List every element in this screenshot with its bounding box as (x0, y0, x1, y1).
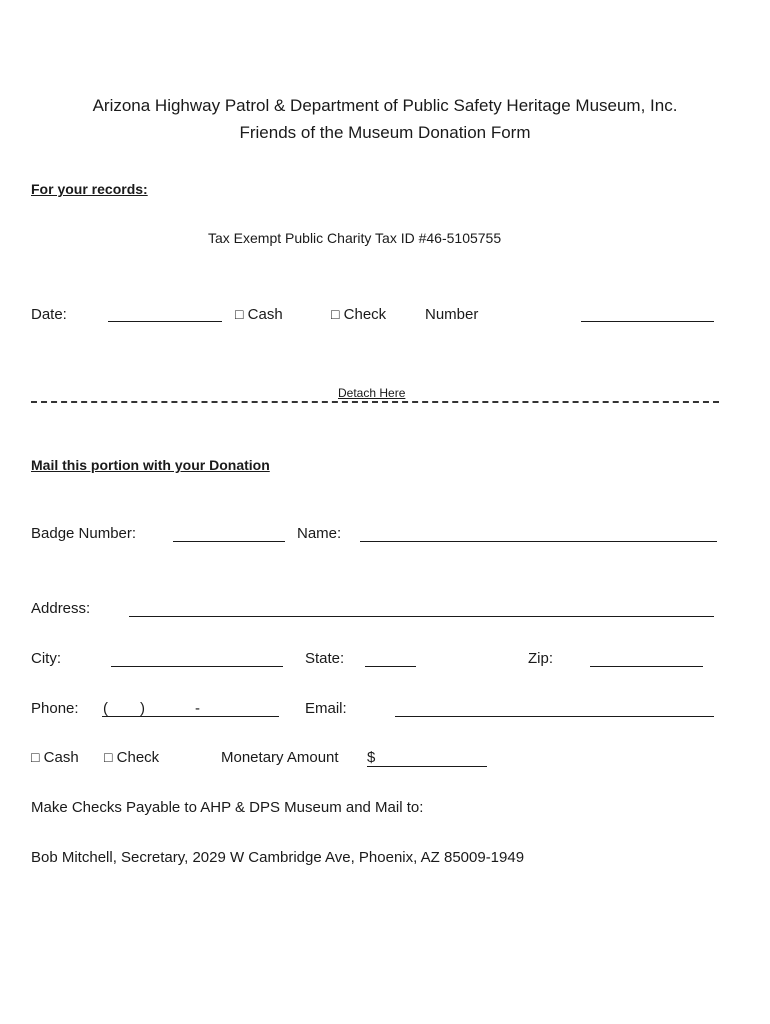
dollar-sign: $ (367, 749, 376, 766)
records-check-label: Check (343, 306, 387, 323)
state-field[interactable] (365, 666, 416, 667)
detach-line (31, 401, 719, 403)
badge-number-field[interactable] (173, 541, 285, 542)
checkbox-icon[interactable]: □ (31, 749, 40, 765)
records-cash-label: Cash (247, 306, 283, 323)
records-heading: For your records: (31, 181, 148, 197)
donation-check-option[interactable] (104, 749, 159, 766)
badge-label: Badge Number: (31, 525, 137, 542)
address-field[interactable] (129, 616, 714, 617)
amount-field[interactable] (367, 766, 487, 767)
name-field[interactable] (360, 541, 717, 542)
records-check-option[interactable] (331, 306, 386, 323)
phone-field[interactable] (102, 716, 279, 717)
city-field[interactable] (111, 666, 283, 667)
checkbox-icon[interactable]: □ (235, 306, 244, 322)
zip-field[interactable] (590, 666, 703, 667)
email-field[interactable] (395, 716, 714, 717)
records-date-field[interactable] (108, 321, 222, 322)
zip-label: Zip: (528, 650, 554, 667)
phone-dash: - (195, 700, 200, 717)
mail-address: Bob Mitchell, Secretary, 2029 W Cambridge Ave, Phoenix, AZ 85009-1949 (31, 849, 525, 866)
phone-label: Phone: (31, 700, 79, 717)
records-number-label: Number (425, 306, 479, 323)
state-label: State: (305, 650, 345, 667)
donation-heading: Mail this portion with your Donation (31, 457, 270, 473)
donation-check-label: Check (116, 749, 160, 766)
records-date-label: Date: (31, 306, 67, 323)
form-title: Arizona Highway Patrol & Department of Public Safety Heritage Museum, Inc. (92, 96, 678, 115)
records-cash-option[interactable] (235, 306, 283, 323)
checkbox-icon[interactable]: □ (104, 749, 113, 765)
donation-cash-option[interactable] (31, 749, 79, 766)
payable-text: Make Checks Payable to AHP & DPS Museum and Mail to: (31, 799, 424, 816)
form-subtitle: Friends of the Museum Donation Form (239, 123, 531, 142)
phone-close-paren: ) (140, 700, 145, 717)
amount-label: Monetary Amount (221, 749, 339, 766)
name-label: Name: (297, 525, 342, 542)
phone-open-paren: ( (103, 700, 108, 717)
email-label: Email: (305, 700, 347, 717)
address-label: Address: (31, 600, 91, 617)
tax-id-text: Tax Exempt Public Charity Tax ID #46-5105755 (208, 230, 502, 246)
checkbox-icon[interactable]: □ (331, 306, 340, 322)
records-number-field[interactable] (581, 321, 714, 322)
city-label: City: (31, 650, 61, 667)
donation-cash-label: Cash (43, 749, 79, 766)
detach-label: Detach Here (338, 386, 406, 400)
